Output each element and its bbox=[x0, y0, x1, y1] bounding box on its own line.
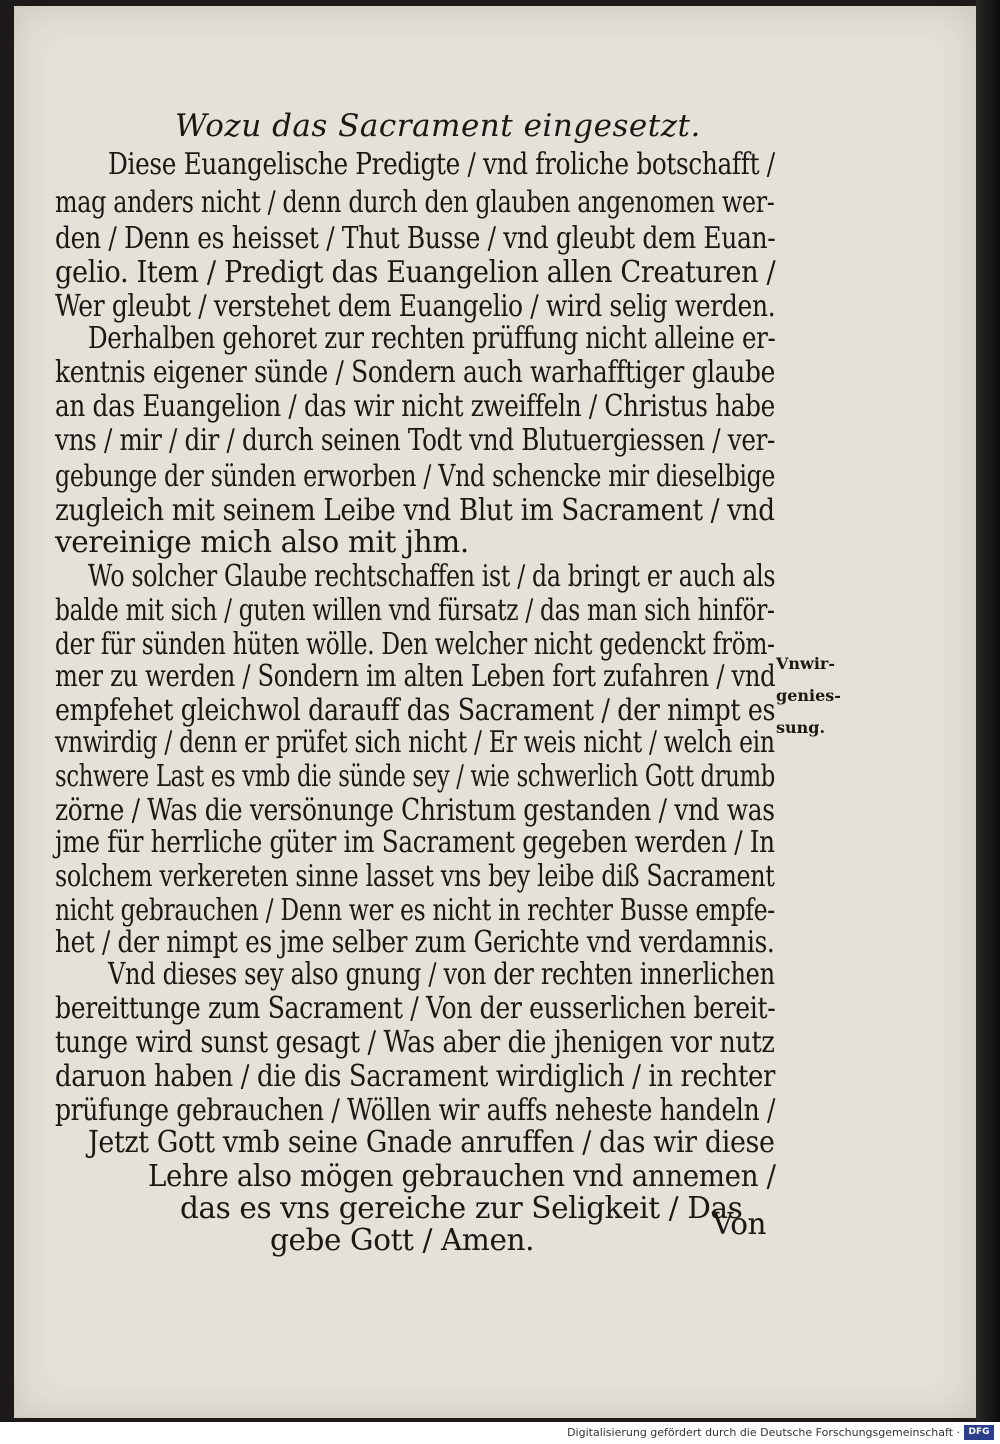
text-line: das es vns gereiche zur Seligkeit / Das bbox=[180, 1191, 743, 1225]
text-line: gebe Gott / Amen. bbox=[270, 1223, 535, 1257]
text-line: vns / mir / dir / durch seinen Todt vnd Blutuergiessen / ver- bbox=[55, 423, 776, 457]
margin-note-line: sung. bbox=[776, 718, 826, 737]
footer-credit: Digitalisierung gefördert durch die Deutsche Forschungsgemeinschaft · bbox=[567, 1426, 960, 1439]
text-line: der für sünden hüten wölle. Den welcher nicht gedenckt fröm- bbox=[55, 627, 775, 661]
text-line: jme für herrliche güter im Sacrament gegeben werden / In bbox=[55, 825, 775, 859]
page-heading: Wozu das Sacrament eingesetzt. bbox=[175, 108, 701, 144]
margin-note-line: Vnwir- bbox=[776, 654, 835, 673]
text-line: Vnd dieses sey also gnung / von der rechten innerlichen bbox=[108, 957, 775, 991]
text-line: daruon haben / die dis Sacrament wirdiglich / in rechter bbox=[55, 1059, 776, 1093]
catchword: Von bbox=[712, 1207, 767, 1241]
dfg-logo: DFG bbox=[964, 1425, 994, 1440]
text-line: prüfunge gebrauchen / Wöllen wir auffs neheste handeln / bbox=[55, 1093, 776, 1127]
text-line: Wer gleubt / verstehet dem Euangelio / wird selig werden. bbox=[55, 289, 776, 323]
text-line: gebunge der sünden erworben / Vnd schencke mir dieselbige bbox=[55, 459, 776, 493]
text-line: tunge wird sunst gesagt / Was aber die jhenigen vor nutz bbox=[55, 1025, 775, 1059]
text-line: vnwirdig / denn er prüfet sich nicht / Er weis nicht / welch ein bbox=[55, 725, 775, 759]
text-line: gelio. Item / Predigt das Euangelion allen Creaturen / bbox=[55, 255, 776, 289]
text-line: Wo solcher Glaube rechtschaffen ist / da bringt er auch als bbox=[88, 559, 776, 593]
text-line: kentnis eigener sünde / Sondern auch warhafftiger glaube bbox=[55, 355, 776, 389]
text-line: bereittunge zum Sacrament / Von der eusserlichen bereit- bbox=[55, 991, 776, 1025]
text-line: Derhalben gehoret zur rechten prüffung nicht alleine er- bbox=[88, 321, 776, 355]
text-line: balde mit sich / guten willen vnd fürsatz / das man sich hinför- bbox=[55, 593, 775, 627]
text-line: mag anders nicht / denn durch den glauben angenomen wer- bbox=[55, 185, 775, 219]
text-line: solchem verkereten sinne lasset vns bey leibe diß Sacrament bbox=[55, 859, 775, 893]
text-line: Jetzt Gott vmb seine Gnade anruffen / das wir diese bbox=[88, 1125, 775, 1159]
text-line: mer zu werden / Sondern im alten Leben fort zufahren / vnd bbox=[55, 659, 776, 693]
text-line: an das Euangelion / das wir nicht zweiffeln / Christus habe bbox=[55, 389, 775, 423]
margin-note-line: genies- bbox=[776, 686, 841, 705]
text-line: vereinige mich also mit jhm. bbox=[55, 525, 469, 559]
text-line: het / der nimpt es jme selber zum Gerichte vnd verdamnis. bbox=[55, 925, 775, 959]
text-line: empfehet gleichwol darauff das Sacrament / der nimpt es bbox=[55, 693, 776, 727]
text-line: Lehre also mögen gebrauchen vnd annemen / bbox=[148, 1159, 776, 1193]
text-line: schwere Last es vmb die sünde sey / wie schwerlich Gott drumb bbox=[55, 759, 776, 793]
text-line: Diese Euangelische Predigte / vnd froliche botschafft / bbox=[108, 147, 775, 181]
page-edge-shadow bbox=[976, 0, 1000, 1422]
text-line: zörne / Was die versönunge Christum gestanden / vnd was bbox=[55, 793, 775, 827]
text-line: zugleich mit seinem Leibe vnd Blut im Sacrament / vnd bbox=[55, 493, 775, 527]
text-line: den / Denn es heisset / Thut Busse / vnd gleubt dem Euan- bbox=[55, 221, 776, 255]
text-line: nicht gebrauchen / Denn wer es nicht in rechter Busse empfe- bbox=[55, 893, 775, 927]
